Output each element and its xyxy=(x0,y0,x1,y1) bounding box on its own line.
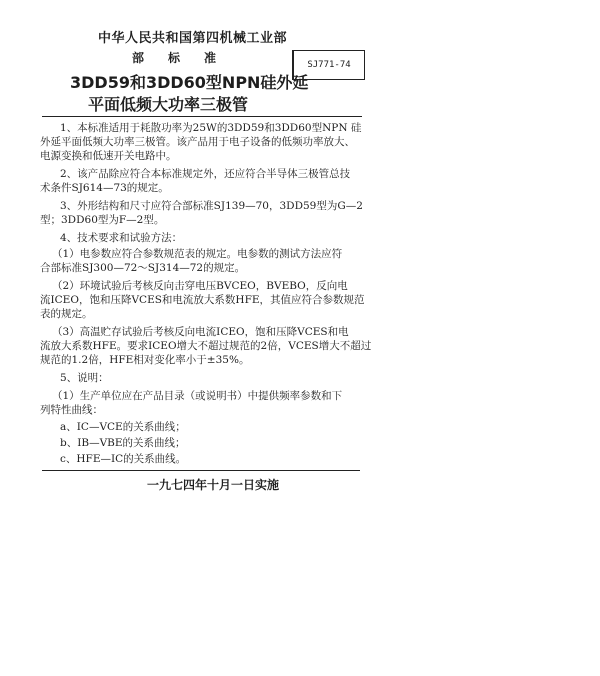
standard-type-char: 标 xyxy=(168,51,181,65)
body-line: 3、外形结构和尺寸应符合部标准SJ139—70，3DD59型为G—2 xyxy=(60,200,363,212)
body-line: 2、该产品除应符合本标准规定外，还应符合半导体三极管总技 xyxy=(60,168,351,180)
standard-code: SJ771-74 xyxy=(307,60,351,70)
body-line: 外延平面低频大功率三极管。该产品用于电子设备的低频功率放大、 xyxy=(40,136,355,148)
body-line: 4、技术要求和试验方法： xyxy=(60,232,183,244)
body-line: 术条件SJ614—73的规定。 xyxy=(40,182,169,194)
body-line: 5、说明： xyxy=(60,372,109,384)
effective-date: 一九七四年十月一日实施 xyxy=(147,478,280,492)
body-line: b、IB—VBE的关系曲线； xyxy=(60,437,186,449)
body-line: （2）环境试验后考核反向击穿电压BVCEO，BVEBO，反向电 xyxy=(52,280,348,292)
body-line: 规范的1.2倍，HFE相对变化率小于±35%。 xyxy=(40,354,250,366)
body-line: c、HFE—IC的关系曲线。 xyxy=(60,453,187,465)
standard-type xyxy=(132,49,240,66)
body-line: 列特性曲线： xyxy=(40,404,103,416)
body-line: （1）电参数应符合参数规范表的规定。电参数的测试方法应符 xyxy=(52,248,343,260)
document-title-line2: 平面低频大功率三极管 xyxy=(88,95,249,114)
issuing-ministry: 中华人民共和国第四机械工业部 xyxy=(98,31,288,46)
body-line: 合部标准SJ300—72～SJ314—72的规定。 xyxy=(40,262,246,274)
body-line: （3）高温贮存试验后考核反向电流ICEO，饱和压降VCES和电 xyxy=(52,326,349,338)
standard-type-char: 部 xyxy=(132,51,145,65)
body-line: （1）生产单位应在产品目录（或说明书）中提供频率参数和下 xyxy=(52,390,343,402)
body-line: 1、本标准适用于耗散功率为25W的3DD59和3DD60型NPN 硅 xyxy=(60,122,362,134)
body-line: 型；3DD60型为F—2型。 xyxy=(40,214,165,226)
body-line: 电源变换和低速开关电路中。 xyxy=(40,150,177,162)
header-divider xyxy=(42,116,362,117)
body-line: a、IC—VCE的关系曲线； xyxy=(60,421,186,433)
body-line: 流放大系数HFE。要求ICEO增大不超过规范的2倍，VCES增大不超过 xyxy=(40,340,372,352)
footer-divider xyxy=(42,470,360,471)
document-title-line1: 3DD59和3DD60型NPN硅外延 xyxy=(70,73,309,92)
body-line: 流ICEO，饱和压降VCES和电流放大系数HFE，其值应符合参数规范 xyxy=(40,294,365,306)
body-line: 表的规定。 xyxy=(40,308,93,320)
standard-type-char: 准 xyxy=(204,51,217,65)
